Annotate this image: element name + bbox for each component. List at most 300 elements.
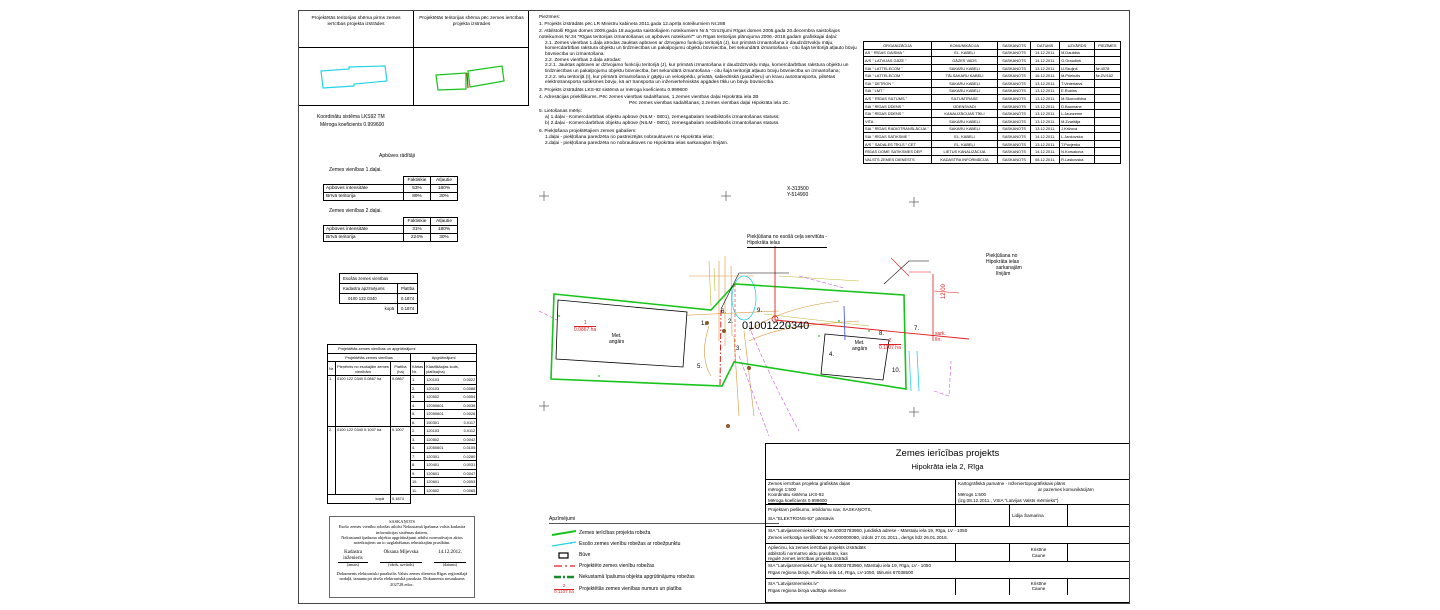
note-6b: 2.daļai - piekļūšana paredzēta no nobrauktuves no Hipokrāta ielas sarkanajām līnijām. [545,140,729,146]
coordinate-system-info [317,114,385,129]
designer-info: Projektam pielikumu, iebildumu nav, SASKAŅOTS, SIA "ELEKTRONS-92" pārstāvis [766,505,956,526]
header-area: Platība (ha) [390,362,410,376]
note-2-2: 2.2. Zemes vienības 2.daļa atrodas: [545,57,622,63]
remarks-cell [1094,95,1120,103]
indicator-actual: 224% [404,234,431,242]
communication-cell: SAKARU KABEĻI [932,125,998,133]
encumbrance-row [328,427,477,436]
col-approved: SASKAŅOTS [998,42,1031,50]
note-5: 5. Lietošanas mērķi: [539,109,582,115]
cadastral-parcel-id: 01001220340 [742,320,810,332]
date-cell: 08.12.2011. [1031,155,1060,163]
organization-cell: SIA " RĪGAS ŪDENS " [864,102,932,110]
approval-status-cell: SASKAŅOTS [998,79,1031,87]
legend-label: Zemes ierīcības projekta robeža [579,529,651,536]
encumbrance-order: 5. [410,410,424,419]
base-map-info: Kartogrāfiskā pamatne - Inženiertopogrāfiskais plāns ar pazemes komunikācijām Mērogs 1:500 (izg.08.12.2011., VSIA "Latvijas Valsts mērnieks") [958,481,1094,504]
parcel-source: 0100 122 0340 0.0867 ha [335,376,390,427]
access-note-existing-road: Piekļūšana no esošā ceļa servitūta - Hipokrāta ielas [747,234,828,246]
communication-cell: KADASTRA INFORMĀCIJA [932,155,998,163]
project-address: Hipokrāta iela 2, Rīga [911,462,984,471]
indicator-allowed: 180% [431,226,458,234]
building-label-2: Met. angārs [852,340,868,352]
encumbrances-title: Projektētās zemes vienības un apgrūtinājumi [328,345,477,354]
scheme-before-label: Projektētās teritorijas shēma pirms zemes ierīcības projekta izstrādes [299,11,413,48]
certify-text: Apliecinu, ka zemes ierīcības projekts izstrādāts atbilstoši normatīvo aktu prasībām, kas regulē zemes ierīcības projekta izstrādi [766,544,956,561]
date-cell: 13.12.2011. [1031,117,1060,125]
approvals-table [863,41,1121,164]
encumbrance-area: 0.0112 [455,427,477,436]
approval-row [864,133,1121,141]
parcel-area: 0.0867 [390,376,410,427]
point-label: 7. [914,326,920,332]
organization-cell: SIA " RĪGAS ŪDENS " [864,110,932,118]
point-label: 8. [879,331,885,337]
surname-cell: J.Križova [1060,125,1095,133]
date-cell: 13.12.2011. [1031,110,1060,118]
approval-row [864,72,1121,80]
communication-cell: SAKARU KABEĻI [932,79,998,87]
title-block-header [766,444,1129,480]
indicator-label: Apbūves intensitāte [324,226,404,234]
encumbrance-order: 8. [410,461,424,470]
organization-cell: RĪGAS DOME SATIKSMES DEP. [864,148,932,156]
encumbrance-order: 10. [410,478,424,487]
scheme-before [299,11,414,106]
encumbrance-area: 0.0065 [455,486,477,495]
approval-row [864,87,1121,95]
encumbrance-order: 4. [410,401,424,410]
date-cell: 14.12.2011. [1031,148,1060,156]
communication-cell: GĀZES VADS [932,57,998,65]
coordinate-system: Koordinātu sistēma LKS92 TM [317,114,385,120]
approval-status-cell: SASKAŅOTS [998,64,1031,72]
remarks-cell [1094,125,1120,133]
col-date: DATUMS [1031,42,1060,50]
company-info: SIA "Latvijasmernieks.lv" reg.Nr.40003783960, juridiskā adrese - Mārstaļu iela 19, Rīga, LV - 1050 Zemes ierīkotāja sertifikāts Nr.AA000000080, izdots 27.01.2011., derīgs līdz 26.01.2016. [766,527,1129,544]
communication-cell: KANALIZĀCIJAS TĪKLI [932,110,998,118]
coordinate-marker: X-313500 Y-514900 [787,186,809,198]
encumbrance-order: 1. [410,376,424,385]
header-actual: Faktiskie [404,218,431,226]
approval-row [864,49,1121,57]
date-cell: 13.12.2011. [1031,125,1060,133]
encumbrance-code: 12050601 [425,444,455,453]
col-surname: UZVĀRDS [1060,42,1095,50]
graphic-part-info: Zemes ierīcības projekta grafiskās daļas mērogs 1:500 Koordinātu sistēma LKS-92 Mēroga koeficients 0.999600 [766,480,956,504]
date-cell: 13.12.2011. [1031,87,1060,95]
surname-cell: G.Graudiņš [1060,57,1095,65]
encumbrance-code: 150301 [425,418,455,427]
parcel-nr: 2. [328,427,336,495]
legend-label: Būve [579,551,591,558]
encumbrance-area: 0.0105 [455,444,477,453]
total-label: kopā [328,495,391,504]
header-from: Pieņēmis no esošajām zemes vienībām [337,363,389,374]
header-allowed: Atļautie [431,177,458,185]
encumbrance-code: 120401 [425,461,455,470]
legend-title: Apzīmējumi [549,516,779,524]
date-cell: 16.12.2011. [1031,72,1060,80]
approval-status-cell: SASKAŅOTS [998,140,1031,148]
date-cell: 13.12.2011. [1031,79,1060,87]
approval-status-cell: SASKAŅOTS [998,72,1031,80]
note-4b: Pēc zemes vienības sadalīšanas, 2.zemes vienības daļai Hipokrāta iela 2C. [629,100,790,106]
organization-cell: SIA " LMT " [864,87,932,95]
approvals-header-row [864,42,1121,50]
office-info: SIA "Latvijasmernieks.lv" reg.Nr.40003783960, Mārstaļu iela 19, Rīga, LV - 1050 Rīgas reģiona birojs, Puškina iela 14, Rīga, LV-1050, tālrunis 67038500 [766,562,1129,579]
site-plan-drawing-icon [539,176,1009,446]
point-label: 3. [736,346,742,352]
indicator-label: Apbūves intensitāte [324,185,404,193]
note-5b: b) 2.daļai - Komercdarbības objektu apbūve (NILM - 0801), zemesgabalam neatbilstošs izmantošanas statuss. [545,120,780,126]
total-label: kopā [384,306,394,312]
indicator-label: Brīvā teritorija [324,234,404,242]
parcel-number-icon: 2 0.1107 ha [554,583,574,594]
encumbrance-code: 12050601 [425,410,455,419]
project-title: Zemes ierīcības projekts [895,448,1000,459]
remarks-cell [1094,49,1120,57]
manager-name: Kristīne Caune [1010,579,1068,595]
organization-cell: SIA " LATTELECOM " [864,72,932,80]
header-nr: Nr. [328,362,336,376]
encumbrance-area: 0.0042 [455,435,477,444]
encumbrance-order: 9. [410,469,424,478]
date-cell: 14.12.2011. [1031,49,1060,57]
stamp-date: 14.12.2012. [434,550,466,563]
remarks-cell [1094,102,1120,110]
remarks-cell: Nr.4078 [1094,64,1120,72]
note-4: 4. Adresācijas priekšlikums. Pēc zemes vienības sadalīšanas, 1.zemes vienības daļai Hipokrāta iela 2B [539,95,759,101]
scheme-after-shape-icon [414,48,529,105]
total-value: 0.1874 [390,495,410,504]
building-label-1: Met. angārs [609,333,625,345]
certify-name: Kristīne Caune [1010,544,1068,561]
point-label: 10. [892,368,901,374]
approval-row [864,64,1121,72]
surname-cell: U.Skujiņš [1060,64,1095,72]
surname-cell: E.Rubins [1060,87,1095,95]
point-label: 4. [829,352,835,358]
approval-row [864,140,1121,148]
communication-cell: TĀLSAKARU KABEĻI [932,72,998,80]
indicator-allowed: 180% [431,185,458,193]
encumbrance-area: 0.0022 [455,376,477,385]
organization-cell: A/S " SADALES TĪKLS " CET [864,140,932,148]
date-cell: 13.12.2011. [1031,102,1060,110]
encumbrance-code: 120103 [425,427,455,436]
parcel-1-label: 1 0.0867 ha [574,320,597,333]
communication-cell: EL. KABEĻI [932,140,998,148]
title-block [765,443,1129,603]
point-label: 1. [701,321,707,327]
remarks-cell [1094,155,1120,163]
organization-cell: VALSTS ZEMES DIENESTS [864,155,932,163]
surname-cell: R.Laskovska [1060,155,1095,163]
group-parcels: Projektētās zemes vienības [328,353,411,362]
header-actual: Faktiskie [404,177,431,185]
cyan-boundary-line-icon [551,541,577,547]
date-cell: 13.12.2011. [1031,140,1060,148]
scale-info-row [766,480,1129,505]
manager-info: SIA "Latvijasmernieks.lv" Rīgas reģiona biroja vadītāja vietniece [766,579,956,595]
approval-status-cell: SASKAŅOTS [998,117,1031,125]
remarks-cell [1094,140,1120,148]
designer-row [766,505,1129,527]
remarks-cell [1094,110,1120,118]
communication-cell: LIETUS KANALIZĀCIJA [932,148,998,156]
designer-name: Lidija Šamarina [1010,505,1068,526]
note-2-2-2: 2.2.2. Ielu teritorijā (I), kur primārā izmantošana ir gājēju un velosipēdu, privātā, sabiedriskā (pasažieru) un kravu autotransporta, pilsētas elektrotransporta satiksmes būvju, kā arī transporta un inženiertehniskās apgādes tīklu un būvju būvniecība. [545,74,836,86]
note-2-2-1: 2.2.1. Jauktas apbūves ar dzīvojamo funkciju teritorijā (J), kur primārā izmantošana ir daudzdzīvokļu māju, komercdarbības rakstura objektu un tirdzniecības un pakalpojumu objektu būvniecība, bet sekundārā izmantošana - citu šajā teritorijā atļauto būvju būvniecība un izmantošana; [545,63,849,74]
parcel-area: 0.1007 [390,427,410,495]
existing-parcels-title: Esošās zemes vienības [340,274,418,284]
legend-item [549,549,779,560]
encumbrance-order: 3. [410,435,424,444]
notes-title: Piezīmes: [539,15,561,20]
remarks-cell [1094,57,1120,65]
scale-coefficient: Mēroga koeficients 0.999600 [320,121,385,128]
certify-row [766,544,1129,562]
surname-cell: T.Vintertaivs [1060,79,1095,87]
approval-status-cell: SASKAŅOTS [998,102,1031,110]
width-dimension: 12.00 [940,284,947,300]
encumbrance-row [328,376,477,385]
surname-cell: D.Baumane [1060,102,1095,110]
remarks-cell [1094,133,1120,141]
header-allowed: Atļautie [431,218,458,226]
legend-item [549,571,779,582]
notes-section [539,15,859,148]
approval-row [864,148,1121,156]
encumbrance-order: 3. [410,393,424,402]
territory-schemes [299,11,529,106]
approval-status-cell: SASKAŅOTS [998,110,1031,118]
part2-indicators-table [323,217,458,242]
red-line-label: sark. līn. [935,331,946,343]
encumbrance-area: 0.0117 [455,418,477,427]
approval-row [864,102,1121,110]
legend-item [549,560,779,571]
legend-label: Projektēto zemes vienību robežas [579,562,655,569]
communication-cell: SAKARU KABEĻI [932,117,998,125]
header-area: Platība [398,284,418,294]
stamp-title: SASKAŅOTS [389,519,415,524]
point-label: 6. [721,309,727,315]
communication-cell: EL. KABEĻI [932,49,998,57]
encumbrance-order: 7. [410,452,424,461]
surname-cell: N.Korsakova [1060,148,1095,156]
approval-status-cell: SASKAŅOTS [998,57,1031,65]
note-6: 6. Piekļūšana projektētajiem zemes gabaliem: [539,129,637,135]
organization-cell: SIA " RĪGAS SATIKSME " [864,133,932,141]
building-indicators [323,153,458,242]
encumbrance-area: 0.0047 [455,469,477,478]
stamp-name: Oksana Mijevska [380,550,422,563]
organization-cell: SIA " RĪGAS RADIOTRANSLĀCIJA " [864,125,932,133]
note-5a: a) 1.daļai - Komercdarbības objektu apbūve (NILM - 0801), zemesgabalam neatbilstošs izmantošanas statuss; [545,115,780,120]
approval-status-cell: SASKAŅOTS [998,125,1031,133]
approval-status-cell: SASKAŅOTS [998,133,1031,141]
organization-cell: A/S " LATVIJAS GĀZE " [864,57,932,65]
point-label: 9. [757,308,763,314]
remarks-cell: Nr.ZV/152 [1094,72,1120,80]
approval-row [864,117,1121,125]
communication-cell: ŪDENSVADI [932,102,998,110]
remarks-cell [1094,117,1120,125]
approval-row [864,110,1121,118]
approval-status-cell: SASKAŅOTS [998,87,1031,95]
col-communication: KOMUNIKĀCIJA [932,42,998,50]
stamp-role-caption: (amats) [347,562,359,568]
total-value: 0.1874 [398,304,418,314]
surname-cell: T.Povjenko [1060,140,1095,148]
stamp-text-2: Nekustamā īpašuma objekta apgrūtinājumi atbilst normatīvajos aktos noteiktajiem un to uzglabāšanas tehniskajām prasībām. [341,534,463,546]
encumbrance-area: 0.0031 [455,461,477,470]
legend-label: Nekustamā īpašuma objekta apgrūtinājumu robežas [579,573,695,580]
encumbrance-order: 2. [410,427,424,436]
note-2-1: 2.1. Zemes vienības 1.daļa atrodas Jauktas apbūves ar dzīvojamo funkciju teritorijā (J), kur primārā izmantošana ir daudzdzīvokļu māju, komercdarbības rakstura objektu un tirdzniecības un pakalpojumu objektu būvniecība, bet sekundārā izmantošana - citu šajā teritorijā atļauto būvju būvniecība un izmantošana: [545,40,857,57]
encumbrance-order: 4. [410,444,424,453]
encumbrance-code: 120601 [425,469,455,478]
surname-cell: M.Skorodihina [1060,95,1095,103]
stamp-text-1: Esošo zemes vienību robežas atbilst Nekustamā īpašuma valsts kadastra informācijas sistēmas datiem. [338,524,466,535]
encumbrance-area: 0.0053 [455,478,477,487]
encumbrance-code: 120103 [425,384,455,393]
parcel-source: 0100 122 0340 0.1007 ha [335,427,390,495]
surname-cell: L.Jaunzeme [1060,110,1095,118]
legend-label: Projektētās zemes vienības numurs un platība [579,586,682,592]
encumbrance-code: 12050601 [425,401,455,410]
approval-row [864,95,1121,103]
drawing-sheet [298,10,1130,604]
green-dashed-line-icon [551,574,577,580]
stamp-name-caption: (vārds, uzvārds) [388,562,414,568]
site-plan-map [539,176,1022,446]
col-organization: ORGANIZĀCIJA [864,42,932,50]
note-2: 2. Atbilstoši Rīgas domes 2009.gada 18.augusta saistošajiem noteikumiem Nr.5 "Grozījumi Rīgas domes 2005.gada 20.decembra saistošajos noteikumos Nr.34 "Rīgas teritorijas izmantošanas un apbūves noteikumi"" un Rīgas teritorijas plānojuma 2006.-2018.gadam grafiskajai daļai: [539,29,840,40]
indicator-allowed: 30% [431,234,458,242]
legend-label: Esošo zemes vienību robežas ar robežpunktu [579,540,681,547]
cadastre-area: 0.1874 [398,294,418,304]
stamp-footer: Dokuments elektroniski parakstīts Valsts zemes dienesta Rīgas reģionālajā nodaļā, izmantojot droša elektroniskā paraksta. Dokumenta nosaukums 202728.edoc. [336,571,468,587]
date-cell: 13.12.2011. [1031,64,1060,72]
encumbrance-order: 11. [410,486,424,495]
organization-cell: SIA " LATTELECOM " [864,64,932,72]
group-encumbrances: Apgrūtinājumi [410,353,476,362]
encumbrance-area: 0.0026 [455,410,477,419]
date-cell: 14.12.2011. [1031,133,1060,141]
encumbrance-code: 120502 [425,393,455,402]
approval-row [864,57,1121,65]
encumbrance-code: 120103 [425,376,455,385]
red-dashed-line-icon [551,563,577,569]
note-3: 3. Projekts izstrādāts LKS-92 sistēmā ar mēroga koeficientu 0.999600 [539,87,688,93]
approval-row [864,155,1121,163]
encumbrance-area: 0.0088 [455,384,477,393]
remarks-cell [1094,148,1120,156]
encumbrance-order: 6. [410,418,424,427]
legend [549,516,779,596]
communication-cell: SAKARU KABEĻI [932,64,998,72]
note-1: 1. Projekts izstrādāts pēc LR Ministru kabineta 2011.gada 12.aprīļa noteikumiem Nr.288 [539,22,726,28]
parcel-nr: 1. [328,376,336,427]
encumbrance-order: 2. [410,384,424,393]
col-remarks: PIEZĪMES [1094,42,1120,50]
communication-cell: SAKARU KABEĻI [932,87,998,95]
indicator-actual: 89% [404,193,431,201]
part1-indicators-table [323,176,458,201]
encumbrance-code: 120502 [425,435,455,444]
point-label: 5. [697,364,703,370]
surname-cell: M.Daukšta [1060,49,1095,57]
organization-cell: AS " RĪGAS GAISMA " [864,49,932,57]
encumbrance-area: 0.0054 [455,393,477,402]
organization-cell: A/S " RĪGAS SILTUMS " [864,95,932,103]
stamp-role: Kadastra inženieris [338,550,368,563]
encumbrance-area: 0.0036 [455,401,477,410]
indicator-allowed: 30% [431,193,458,201]
access-note-red-lines: Piekļūšana no Hipokrāta ielas sarkanajām līnijām [986,253,1022,277]
part1-title: Zemes vienības 1.daļai. [329,167,382,173]
indicator-actual: 53% [404,185,431,193]
legend-item [549,538,779,549]
date-cell: 14.12.2011. [1031,57,1060,65]
communication-cell: EL. KABEĻI [932,133,998,141]
approval-row [864,125,1121,133]
remarks-cell [1094,79,1120,87]
part2-title: Zemes vienības 2.daļai. [329,208,382,214]
indicators-title: Apbūves rādītāji [379,153,415,159]
green-boundary-line-icon [551,530,577,536]
approval-row [864,79,1121,87]
building-icon [551,551,577,559]
stamp-date-caption: (datums) [442,562,458,568]
scheme-before-shape-icon [299,48,414,105]
approval-status-cell: SASKAŅOTS [998,155,1031,163]
note-6a: 1.daļai - piekļūšana paredzēta no pastreizējās nobrauktuves no Hipokrāta ielas; [545,134,714,140]
cadastre-approval-stamp [329,516,475,598]
communication-cell: SILTUMTRASE [932,95,998,103]
encumbrances-table [327,344,477,504]
indicator-actual: 31% [404,226,431,234]
parcel-2-label: 2 0.1107 ha [879,338,901,351]
scheme-after-label: Projektētās teritorijas shēma pēc zemes ierīcības projekta izstrādes [414,11,529,48]
encumbrance-code: 120301 [425,452,455,461]
header-code: Klasifikācijas kods, platība(ha) [425,362,477,376]
scheme-after [414,11,529,106]
legend-item [549,527,779,538]
encumbrance-code: 120502 [425,486,455,495]
remarks-cell [1094,87,1120,95]
indicator-label: Brīvā teritorija [324,193,404,201]
surname-cell: M.Zvaritāja [1060,117,1095,125]
point-label: 2. [728,319,734,325]
manager-row [766,579,1129,595]
surname-cell: L.Jankovska [1060,133,1095,141]
date-cell: 13.12.2011. [1031,95,1060,103]
header-order: Kārtas Nr. [411,363,424,374]
encumbrance-code: 120601 [425,478,455,487]
approval-status-cell: SASKAŅOTS [998,49,1031,57]
header-cadastre: Kadastra apzīmējums [340,284,398,294]
cadastre-number: 0100 122 0340 [340,294,398,304]
encumbrance-area: 0.0280 [455,452,477,461]
surname-cell: M.Priekulis [1060,72,1095,80]
organization-cell: SIA " DETRON " [864,79,932,87]
organization-cell: VITA [864,117,932,125]
legend-item [549,582,779,596]
